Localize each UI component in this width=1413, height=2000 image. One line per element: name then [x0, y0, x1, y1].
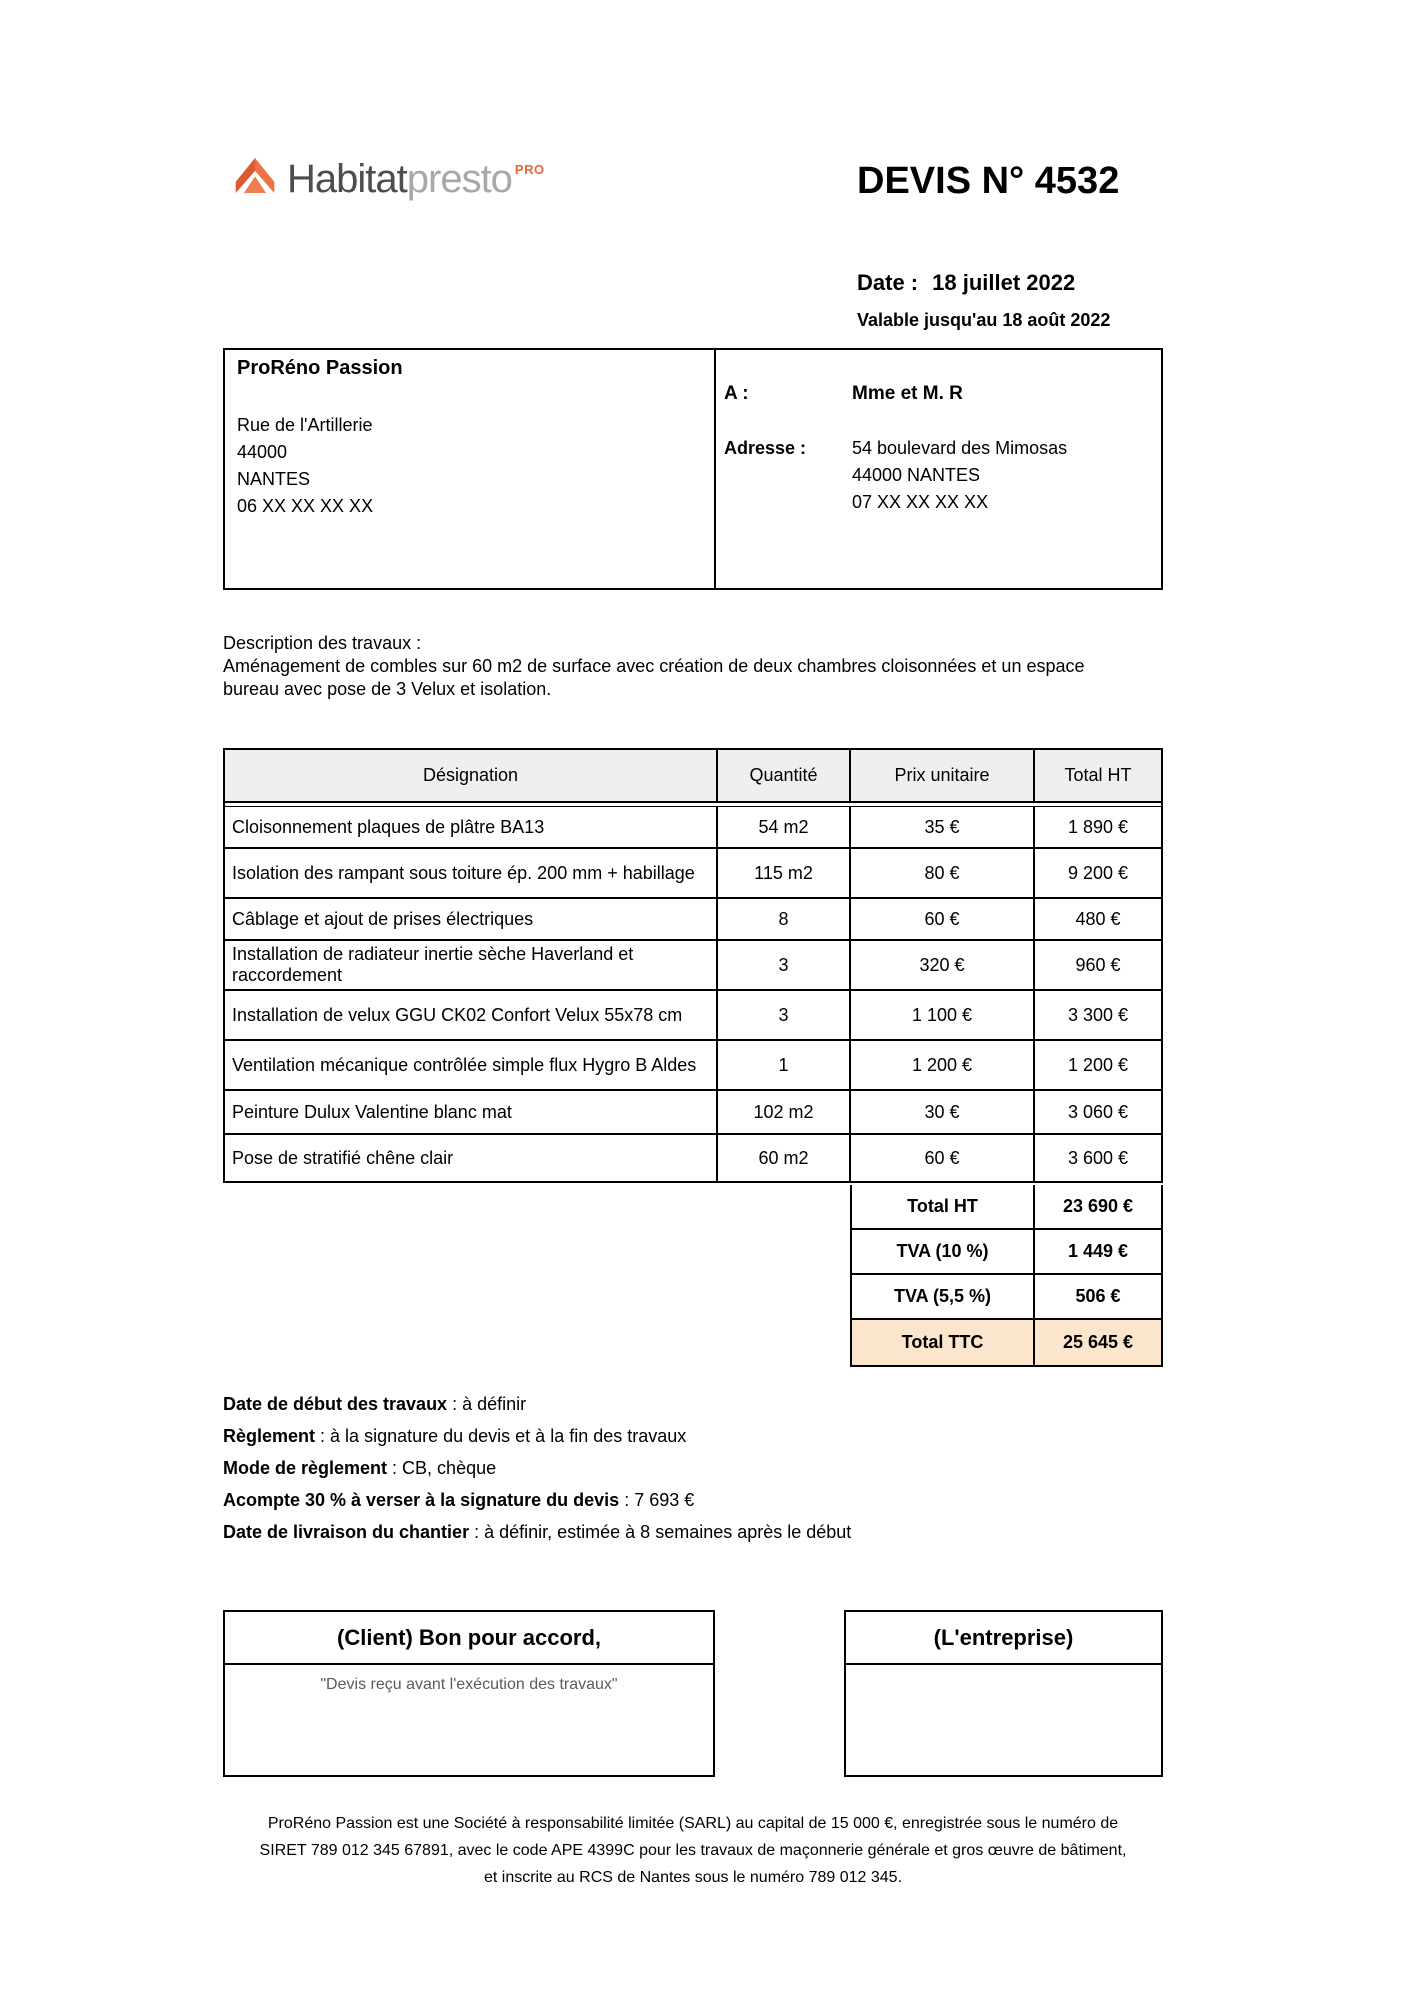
cell-designation: Pose de stratifié chêne clair	[225, 1135, 718, 1181]
seller-zip: 44000	[237, 442, 288, 462]
cell-quantity: 3	[718, 941, 851, 989]
col-header-designation: Désignation	[225, 750, 718, 801]
term-value: : 7 693 €	[624, 1490, 695, 1510]
cell-unit-price: 60 €	[851, 899, 1035, 939]
description-line1: Aménagement de combles sur 60 m2 de surface avec création de deux chambres cloisonnées et un espace	[223, 656, 1085, 676]
cell-total: 3 060 €	[1067, 1101, 1129, 1122]
totals-label: Total HT	[852, 1185, 1035, 1228]
term-value: : à la signature du devis et à la fin des travaux	[320, 1426, 687, 1446]
term-line-delivery-date	[223, 1523, 851, 1555]
totals-label: Total TTC	[852, 1320, 1035, 1365]
col-header-quantity: Quantité	[718, 750, 851, 801]
cell-unit-price: 80 €	[851, 849, 1035, 897]
term-label: Date de livraison du chantier	[223, 1522, 470, 1542]
logo-pro-badge: PRO	[514, 162, 545, 177]
term-line-deposit	[223, 1491, 851, 1523]
items-table	[223, 748, 1163, 1183]
client-address-label: Adresse :	[724, 438, 807, 458]
table-row	[225, 899, 1161, 941]
cell-unit-price: 320 €	[851, 941, 1035, 989]
client-address-line2: 44000 NANTES	[852, 465, 981, 485]
logo-text	[287, 154, 545, 213]
footer-line3: et inscrite au RCS de Nantes sous le numéro 789 012 345.	[483, 1869, 903, 1886]
seller-cell	[225, 350, 716, 588]
term-line-start-date	[223, 1395, 851, 1427]
cell-total: 3 600 €	[1067, 1147, 1129, 1168]
cell-designation: Installation de radiateur inertie sèche Haverland et raccordement	[225, 941, 718, 989]
items-table-header	[225, 750, 1161, 803]
habitatpresto-arrow-icon	[232, 156, 278, 206]
cell-unit-price: 1 200 €	[851, 1041, 1035, 1089]
totals-label: TVA (10 %)	[852, 1230, 1035, 1273]
seller-street: Rue de l'Artillerie	[237, 415, 373, 435]
seller-name: ProRéno Passion	[237, 357, 403, 379]
items-table-body	[225, 806, 1161, 1181]
client-address-line1: 54 boulevard des Mimosas	[852, 438, 1068, 458]
cell-quantity: 1	[718, 1041, 851, 1089]
table-row	[225, 1135, 1161, 1181]
cell-quantity: 102 m2	[718, 1091, 851, 1133]
cell-designation: Isolation des rampant sous toiture ép. 200 mm + habillage	[225, 849, 718, 897]
cell-total: 480 €	[1075, 908, 1121, 929]
totals-value: 1 449 €	[1067, 1241, 1129, 1261]
cell-total: 1 200 €	[1067, 1054, 1129, 1075]
spacer	[724, 462, 852, 489]
totals-row-tva-55	[852, 1275, 1161, 1320]
footer-line2: SIRET 789 012 345 67891, avec le code APE 4399C pour les travaux de maçonnerie générale et gros œuvre de bâtiment,	[259, 1842, 1127, 1859]
col-header-unit-price: Prix unitaire	[851, 750, 1035, 801]
parties-box	[223, 348, 1163, 590]
cell-unit-price: 35 €	[851, 807, 1035, 847]
cell-designation: Ventilation mécanique contrôlée simple flux Hygro B Aldes	[225, 1041, 718, 1089]
cell-quantity: 8	[718, 899, 851, 939]
seller-city: NANTES	[237, 469, 311, 489]
client-signature-note: "Devis reçu avant l'exécution des travaux"	[320, 1676, 618, 1693]
cell-unit-price: 60 €	[851, 1135, 1035, 1181]
term-value: : à définir, estimée à 8 semaines après le début	[474, 1522, 852, 1542]
client-signature-title: (Client) Bon pour accord,	[225, 1612, 713, 1665]
description-title: Description des travaux :	[223, 633, 422, 653]
logo-habitat-text: Habitat	[287, 157, 407, 201]
term-line-payment	[223, 1427, 851, 1459]
col-header-total-ht: Total HT	[1064, 765, 1132, 785]
term-label: Acompte 30 % à verser à la signature du devis	[223, 1490, 620, 1510]
client-phone: 07 XX XX XX XX	[852, 492, 989, 512]
cell-total: 960 €	[1075, 954, 1121, 975]
table-row	[225, 1091, 1161, 1135]
totals-label: TVA (5,5 %)	[852, 1275, 1035, 1318]
totals-row-total-ttc	[852, 1320, 1161, 1365]
company-signature-box	[844, 1610, 1163, 1777]
validity-line: Valable jusqu'au 18 août 2022	[857, 310, 1111, 330]
cell-quantity: 115 m2	[718, 849, 851, 897]
cell-designation: Installation de velux GGU CK02 Confort Velux 55x78 cm	[225, 991, 718, 1039]
totals-value: 25 645 €	[1035, 1320, 1161, 1365]
legal-footer	[223, 1810, 1163, 1891]
terms-section	[223, 1395, 851, 1555]
table-row	[225, 849, 1161, 899]
footer-line1: ProRéno Passion est une Société à responsabilité limitée (SARL) au capital de 15 000 €, enregistrée sous le numéro de	[267, 1815, 1119, 1832]
totals-value: 506 €	[1075, 1286, 1121, 1306]
seller-phone: 06 XX XX XX XX	[237, 496, 374, 516]
term-label: Mode de règlement	[223, 1458, 388, 1478]
client-name: Mme et M. R	[852, 383, 963, 404]
totals-value: 23 690 €	[1062, 1196, 1134, 1216]
cell-designation: Peinture Dulux Valentine blanc mat	[225, 1091, 718, 1133]
client-cell	[716, 350, 1161, 588]
date-value: 18 juillet 2022	[932, 270, 1076, 295]
logo-presto-text: presto	[406, 157, 512, 201]
totals-row-tva-10	[852, 1230, 1161, 1275]
date-label: Date :	[857, 270, 919, 295]
cell-designation: Câblage et ajout de prises électriques	[225, 899, 718, 939]
table-row	[225, 807, 1161, 849]
spacer	[724, 489, 852, 516]
cell-quantity: 54 m2	[718, 807, 851, 847]
date-line	[857, 270, 1075, 296]
cell-total: 1 890 €	[1067, 816, 1129, 837]
cell-total: 9 200 €	[1067, 862, 1129, 883]
cell-unit-price: 1 100 €	[851, 991, 1035, 1039]
cell-total: 3 300 €	[1067, 1004, 1129, 1025]
cell-unit-price: 30 €	[851, 1091, 1035, 1133]
term-value: : à définir	[452, 1394, 527, 1414]
table-row	[225, 941, 1161, 991]
description-line2: bureau avec pose de 3 Velux et isolation.	[223, 679, 552, 699]
term-label: Règlement	[223, 1426, 316, 1446]
totals-table	[850, 1185, 1163, 1367]
cell-quantity: 3	[718, 991, 851, 1039]
cell-designation: Cloisonnement plaques de plâtre BA13	[225, 807, 718, 847]
term-label: Date de début des travaux	[223, 1394, 448, 1414]
client-signature-box	[223, 1610, 715, 1777]
habitatpresto-logo	[232, 154, 545, 213]
company-signature-title: (L'entreprise)	[846, 1612, 1161, 1665]
table-row	[225, 991, 1161, 1041]
term-line-payment-method	[223, 1459, 851, 1491]
works-description	[223, 632, 1085, 701]
client-to-label: A :	[724, 383, 749, 404]
spacer	[852, 407, 1153, 435]
document-title: DEVIS N° 4532	[857, 160, 1120, 202]
spacer	[724, 407, 852, 435]
table-row	[225, 1041, 1161, 1091]
term-value: : CB, chèque	[392, 1458, 497, 1478]
cell-quantity: 60 m2	[718, 1135, 851, 1181]
totals-row-total-ht	[852, 1185, 1161, 1230]
